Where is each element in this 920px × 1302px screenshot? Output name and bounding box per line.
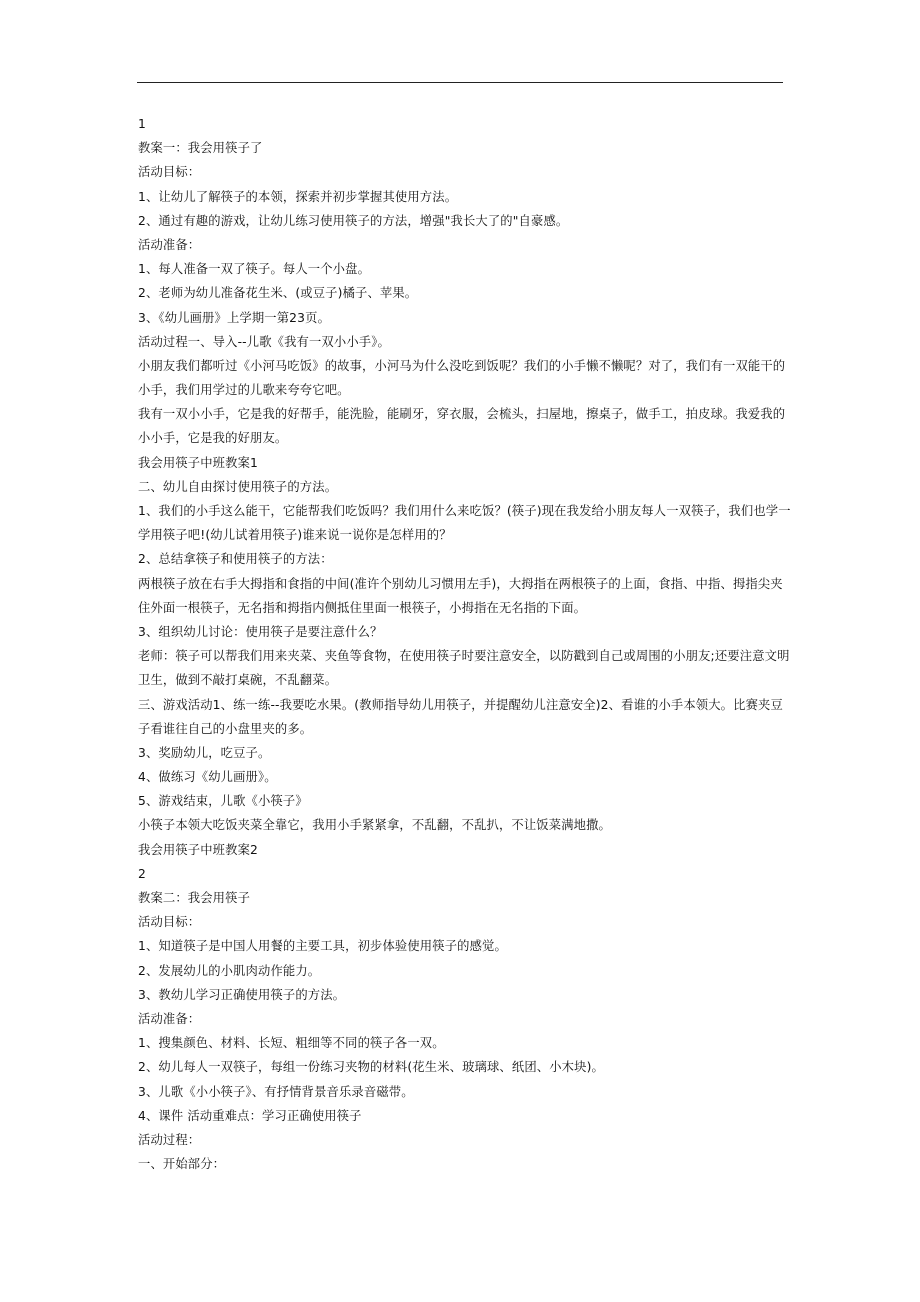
text-line: 活动准备： [138, 1011, 201, 1026]
text-line: 1 [138, 117, 146, 131]
text-line: 1、知道筷子是中国人用餐的主要工具，初步体验使用筷子的感觉。 [138, 939, 507, 954]
text-line: 卫生，做到不敲打桌碗，不乱翻菜。 [138, 673, 338, 688]
text-line: 活动目标： [138, 165, 201, 180]
text-line: 老师：筷子可以帮我们用来夹菜、夹鱼等食物，在使用筷子时要注意安全，以防戳到自己或周围的小朋友;还要注意文明 [138, 649, 790, 664]
text-line: 小朋友我们都听过《小河马吃饭》的故事，小河马为什么没吃到饭呢？我们的小手懒不懒呢？对了，我们有一双能干的 [138, 358, 786, 373]
text-line: 住外面一根筷子，无名指和拇指内侧抵住里面一根筷子，小拇指在无名指的下面。 [138, 600, 587, 615]
text-line: 小手，我们用学过的儿歌来夸夸它吧。 [138, 383, 350, 398]
text-line: 2、幼儿每人一双筷子，每组一份练习夹物的材料(花生米、玻璃球、纸团、小木块)。 [138, 1060, 604, 1075]
text-line: 我会用筷子中班教案1 [138, 455, 258, 470]
text-line: 4、课件 活动重难点：学习正确使用筷子 [138, 1108, 362, 1123]
text-line: 2、总结拿筷子和使用筷子的方法： [138, 552, 333, 567]
text-line: 活动准备： [138, 237, 201, 252]
text-line: 1、让幼儿了解筷子的本领，探索并初步掌握其使用方法。 [138, 189, 458, 204]
text-line: 活动过程： [138, 1132, 201, 1147]
text-line: 4、做练习《幼儿画册》。 [138, 770, 277, 785]
text-line: 一、开始部分： [138, 1157, 226, 1172]
text-line: 二、幼儿自由探讨使用筷子的方法。 [138, 479, 338, 494]
text-line: 教案一：我会用筷子了 [138, 141, 263, 156]
text-line: 3、教幼儿学习正确使用筷子的方法。 [138, 987, 346, 1002]
text-line: 1、我们的小手这么能干，它能帮我们吃饭吗？我们用什么来吃饭？(筷子)现在我发给小朋友每人一双筷子，我们也学一 [138, 504, 791, 518]
text-line: 3、奖励幼儿，吃豆子。 [138, 745, 271, 760]
text-line: 2、老师为幼儿准备花生米、(或豆子)橘子、苹果。 [138, 286, 418, 301]
text-line: 教案二：我会用筷子 [138, 891, 251, 905]
text-line: 我有一双小小手，它是我的好帮手，能洗脸，能刷牙，穿衣服，会梳头，扫屋地，擦桌子，做手工，拍皮球。我爱我的 [138, 407, 786, 422]
text-line: 3、《幼儿画册》上学期一第23页。 [138, 310, 331, 325]
text-line: 3、儿歌《小小筷子》、有抒情背景音乐录音磁带。 [138, 1084, 414, 1099]
text-line: 子看谁往自己的小盘里夹的多。 [138, 721, 313, 736]
text-line: 2、发展幼儿的小肌肉动作能力。 [138, 963, 321, 978]
text-line: 1、每人准备一双了筷子。每人一个小盘。 [138, 262, 371, 277]
text-line: 3、组织幼儿讨论：使用筷子是要注意什么？ [138, 624, 383, 639]
text-line: 1、搜集颜色、材料、长短、粗细等不同的筷子各一双。 [138, 1036, 445, 1051]
text-line: 小筷子本领大吃饭夹菜全靠它，我用小手紧紧拿，不乱翻，不乱扒，不让饭菜满地撒。 [138, 818, 611, 833]
text-line: 活动目标： [138, 915, 201, 930]
text-line: 2 [138, 866, 146, 881]
text-line: 学用筷子吧!(幼儿试着用筷子)谁来说一说你是怎样用的？ [138, 528, 452, 543]
text-line: 小小手，它是我的好朋友。 [138, 431, 288, 446]
text-line: 两根筷子放在右手大拇指和食指的中间(准许个别幼儿习惯用左手)，大拇指在两根筷子的上面，食指、中指、拇指尖夹 [138, 576, 783, 591]
header-rule [137, 82, 783, 83]
text-line: 我会用筷子中班教案2 [138, 842, 258, 857]
document-body [138, 112, 791, 1176]
text-line: 2、通过有趣的游戏，让幼儿练习使用筷子的方法，增强"我长大了的"自豪感。 [138, 213, 569, 228]
text-line: 5、游戏结束，儿歌《小筷子》 [138, 794, 308, 809]
text-line: 三、游戏活动1、练一练--我要吃水果。(教师指导幼儿用筷子，并提醒幼儿注意安全)2、看谁的小手本领大。比赛夹豆 [138, 697, 783, 712]
text-line: 活动过程一、导入--儿歌《我有一双小小手》。 [138, 334, 390, 349]
